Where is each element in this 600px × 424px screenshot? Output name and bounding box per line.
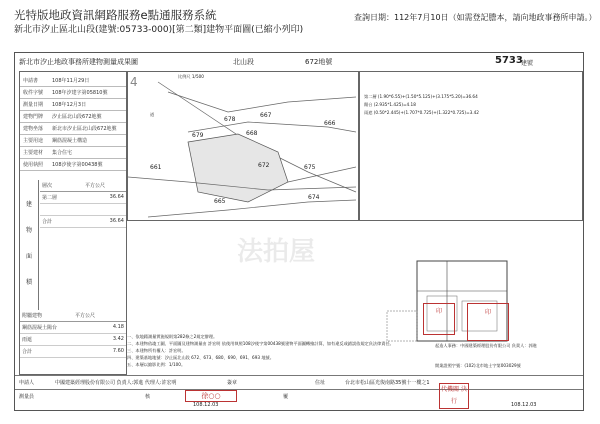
area-row-value: 3.42 [112, 336, 124, 342]
area-table-header [40, 180, 126, 192]
seal-stamp-2: 印 [467, 303, 509, 341]
lot-label: 678 [224, 116, 236, 123]
area-row-value: 7.60 [112, 348, 124, 354]
plot-plan-drawing [128, 72, 358, 220]
area-table-header-cell: 平方公尺 [85, 183, 106, 189]
lot-label: 674 [308, 194, 320, 201]
applicant-label: 申請人 [19, 380, 35, 386]
lot-label: 675 [304, 164, 316, 171]
area-row-value: 36.64 [109, 218, 124, 224]
stamp-date-1: 108.12.03 [193, 402, 219, 408]
svg-text:4: 4 [130, 75, 138, 89]
recheck-label: 覆 [283, 394, 289, 400]
header [14, 8, 303, 38]
info-row-label: 主要建材 [23, 150, 44, 156]
right-note-1: 起造人事務：中國建築經理股份有限公司 負責人：郭進 [435, 343, 537, 348]
check-label: 核 [145, 394, 151, 400]
info-row-value: 鋼筋混凝土構造 [52, 138, 88, 144]
calc-line-1: 第二層 (1.90*6.55)+(1.50*5.125)+(3.175*5.20)=36.64 [364, 94, 478, 99]
vertical-label-char: 積 [25, 279, 32, 286]
section-name: 北山段 [233, 58, 254, 66]
info-row-label: 建物門牌 [23, 114, 44, 120]
area-row-label [40, 204, 83, 215]
right-note-2: 開業證照字號：(102)北市地士字第003029號 [435, 363, 521, 368]
note-line: 二、本建物依竣工圖、平面圖及建物測量由 許宏明 依使用執照108汐使字第00438號建物平面圖轉繪計算，如有違反或錯誤依規定負法律責任。 [127, 341, 394, 346]
lot-label: 679 [192, 132, 204, 139]
calc-line-2: 陽台 (2.935*1.425)=4.18 [364, 102, 416, 107]
lot-label: 666 [324, 120, 336, 127]
area-table-header-cell: 平方公尺 [75, 313, 96, 319]
area-row-label: 合計 [22, 349, 33, 355]
scale-label: 比例尺 1/500 [178, 74, 204, 79]
area-row-label: 合計 [42, 219, 53, 225]
info-row-label: 申請書 [23, 78, 39, 84]
seal-stamp-1: 印 [423, 303, 455, 335]
building-number-suffix: 建號 [521, 60, 534, 67]
info-row-value: 集合住宅 [52, 150, 73, 156]
sheet-title: 新北市汐止地政事務所建物測量成果圖 [19, 58, 138, 66]
stamp-name: 徐○○ [185, 390, 237, 402]
info-row-value: 新北市汐止區北山段672地號 [52, 126, 117, 132]
seal-label: 簽章 [227, 380, 238, 386]
area-table-row [20, 322, 126, 334]
info-row-label: 主要用途 [23, 138, 44, 144]
lot-label: 667 [260, 112, 272, 119]
lot-number: 672地號 [305, 58, 333, 66]
lot-label: 665 [214, 198, 226, 205]
survey-sheet [14, 52, 584, 411]
area-row-value [83, 204, 126, 215]
area-table-row [20, 334, 126, 346]
watermark: 法拍屋 [237, 237, 316, 267]
header-subtitle: 新北市汐止區北山段(建號:05733-000)[第二類]建物平面圖(已縮小列印) [14, 25, 304, 35]
survey-label: 測量員 [19, 394, 35, 400]
vertical-label-char: 建 [25, 201, 32, 208]
area-table-row [20, 346, 126, 358]
info-row-value: 汐止區北山段672地號 [52, 114, 102, 120]
area-table-row [40, 192, 126, 204]
area-row-value: 36.64 [109, 194, 124, 200]
info-row-value: 108年12月3日 [52, 102, 87, 108]
address-value: 台北市松山區光復南路35號十一樓之1 [345, 380, 430, 386]
decision-stamp: 代機關 決行 [439, 383, 469, 409]
info-row-label: 測量日期 [23, 102, 44, 108]
area-row-label: 第二層 [42, 195, 58, 201]
note-line: 三、本建物所有權人：許宏明。 [127, 348, 186, 353]
info-row [20, 158, 126, 171]
lot-label: 672 [258, 162, 270, 169]
area-table-header [20, 310, 126, 322]
address-label: 住址 [315, 380, 326, 386]
area-row-value: 4.18 [112, 324, 124, 330]
stamp-date-2: 108.12.03 [511, 402, 537, 408]
info-row-value: 108年11月29日 [52, 78, 90, 84]
area-table-row [40, 204, 126, 216]
note-line: 一、依地籍測量實施規則第282條之2規定辦理。 [127, 334, 218, 339]
area-row-label: 雨遮 [22, 337, 33, 343]
road-label: 道 [150, 112, 155, 117]
plot-plan [127, 71, 359, 221]
floor-plan-area [359, 71, 583, 221]
lot-label: 668 [246, 130, 258, 137]
info-row-label: 使用執照 [23, 162, 44, 168]
note-line: 四、建築基地地號：汐止區北山段 672、673、680、690、691、693 地號。 [127, 355, 274, 360]
info-panel [19, 71, 127, 375]
area-table-row [40, 216, 126, 228]
info-row-value: 108年汐建字第05810號 [52, 90, 108, 96]
info-row-label: 收件字號 [23, 90, 44, 96]
info-row-label: 建物坐落 [23, 126, 44, 132]
area-table-header-cell: 附屬建物 [22, 313, 43, 319]
building-number: 5733 [495, 55, 523, 66]
vertical-label-char: 物 [25, 227, 32, 234]
calc-line-3: 雨遮 (0.50*2.445)+(1.707*0.725)+(1.322*0.725)=3.42 [364, 110, 479, 115]
applicant-value: 中國建築經理股份有限公司 負責人:郭進 代理人:許宏明 [55, 380, 177, 386]
info-row-value: 108汐使字第00438號 [52, 162, 103, 168]
query-date: 查詢日期：112年7月10日（如需登記謄本，請向地政事務所申請。） [354, 13, 597, 22]
header-title: 光特版地政資訊網路服務e點通服務系統 [14, 8, 217, 22]
vertical-label-char: 面 [25, 253, 32, 260]
lot-label: 661 [150, 164, 162, 171]
area-row-label: 鋼筋混凝土陽台 [22, 325, 58, 331]
area-table-header-cell: 層次 [42, 183, 53, 189]
note-line: 五、本層以縮影比例：1/100。 [127, 362, 186, 367]
